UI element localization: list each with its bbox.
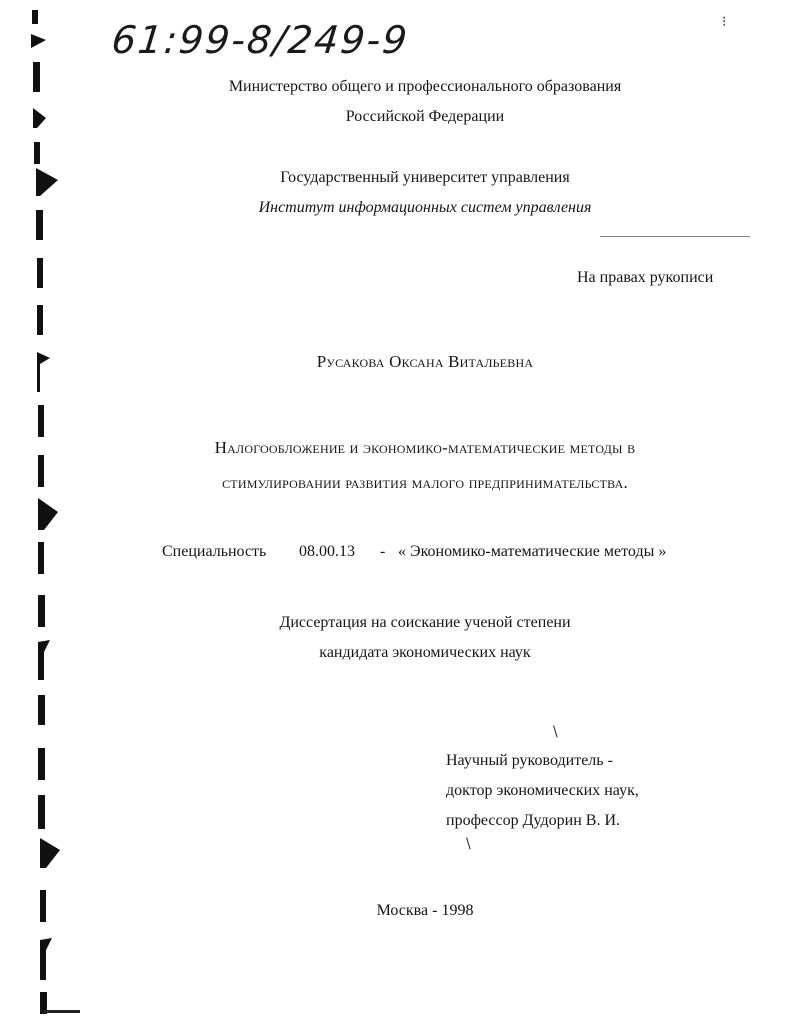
specialty-code: 08.00.13: [299, 543, 355, 560]
institute-name: Институт информационных систем управления: [258, 199, 592, 216]
thesis-title-line-2: стимулировании развития малого предпринимательства.: [222, 473, 628, 492]
ministry-line-2: Российской Федерации: [345, 108, 505, 125]
specialty-dash: -: [380, 543, 386, 560]
supervisor-line-1: Научный руководитель -: [446, 752, 613, 769]
university-name: Государственный университет управления: [280, 169, 570, 186]
dissertation-line-2: кандидата экономических наук: [319, 644, 531, 661]
ministry-line-1: Министерство общего и профессионального образования: [228, 78, 622, 95]
handwritten-archive-code: 61:99-8/249-9: [109, 18, 411, 62]
scan-mark: \: [466, 836, 471, 852]
divider-line: [600, 236, 750, 237]
binding-holes-strip: [0, 0, 80, 1021]
rights-note: На правах рукописи: [577, 269, 714, 286]
specialty-label: Специальность: [162, 543, 267, 560]
supervisor-line-2: доктор экономических наук,: [446, 782, 639, 799]
scan-mark: ⁝: [722, 14, 727, 30]
specialty-name: « Экономико-математические методы »: [398, 543, 667, 560]
author-name: Русакова Оксана Витальевна: [316, 352, 534, 371]
scan-mark: \: [553, 724, 558, 740]
thesis-title-line-1: Налогообложение и экономико-математические методы в: [214, 438, 636, 457]
supervisor-line-3: профессор Дудорин В. И.: [446, 812, 621, 829]
dissertation-line-1: Диссертация на соискание ученой степени: [279, 614, 571, 631]
city-year: Москва - 1998: [376, 902, 474, 919]
